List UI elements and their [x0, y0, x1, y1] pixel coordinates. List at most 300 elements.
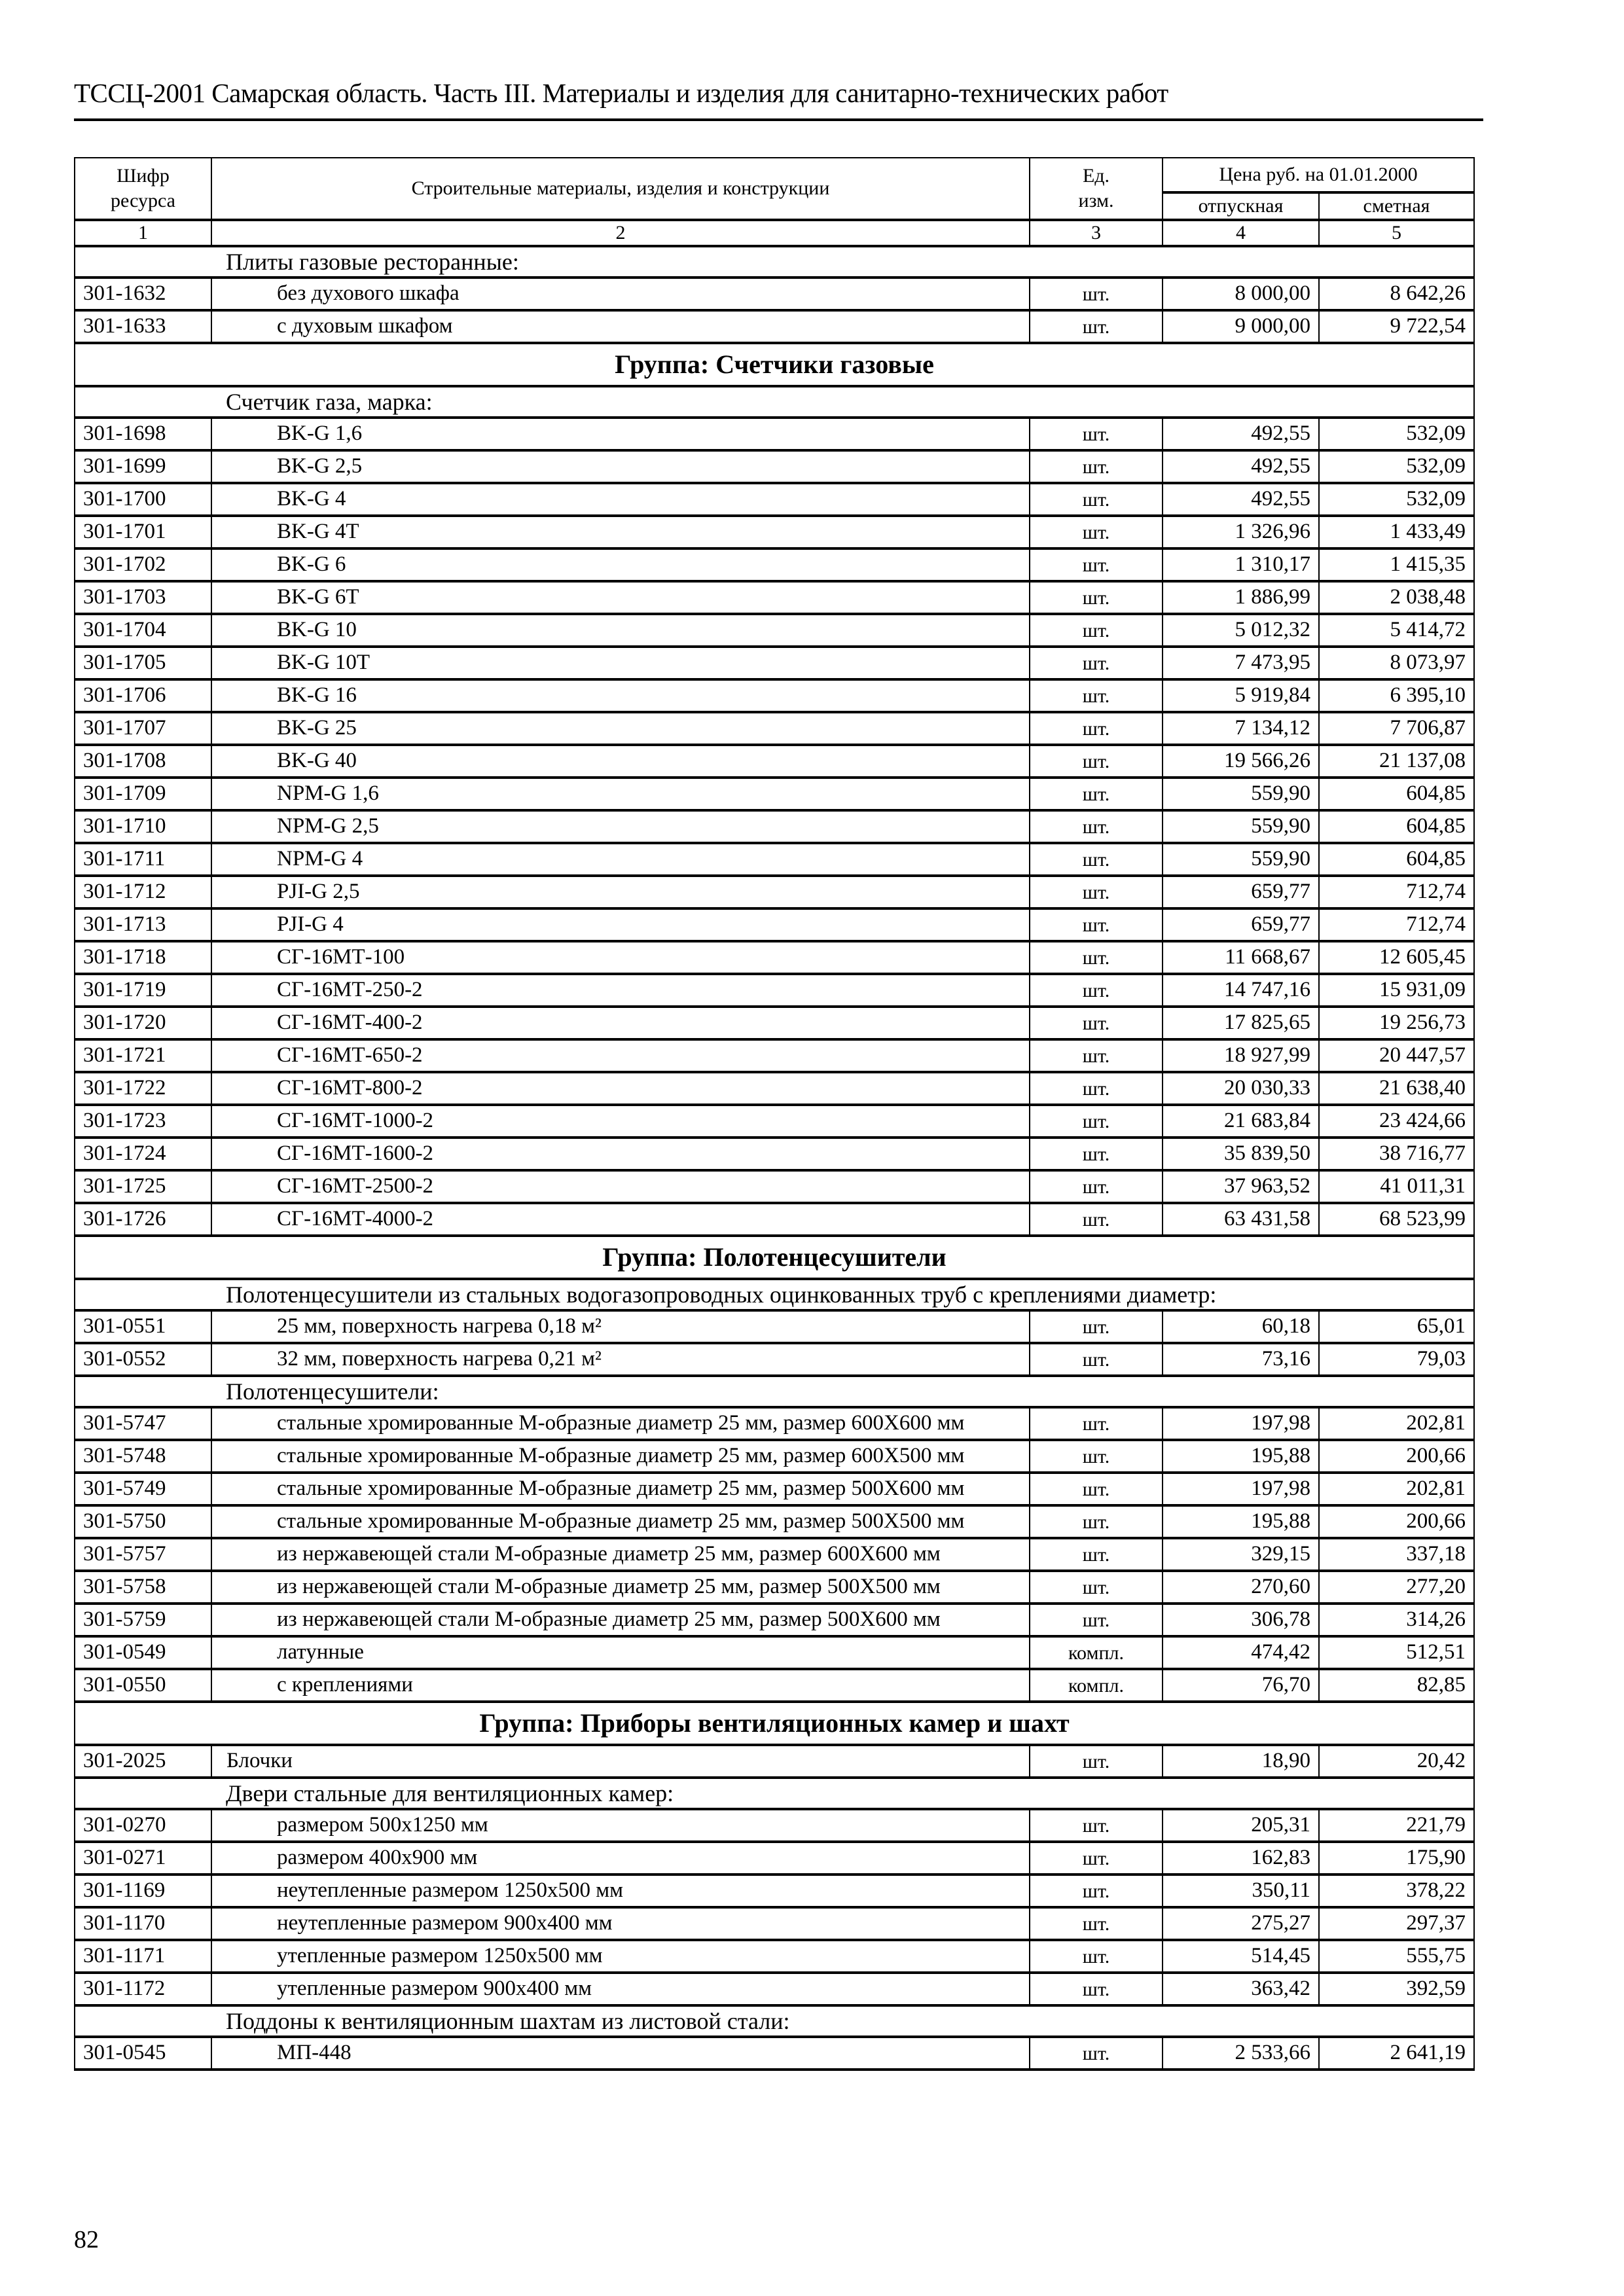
resource-code: 301-0551: [75, 1310, 211, 1343]
release-price: 1 310,17: [1163, 548, 1319, 581]
release-price: 559,90: [1163, 778, 1319, 810]
resource-code: 301-5748: [75, 1440, 211, 1473]
column-header-price-release: отпускная: [1163, 192, 1319, 220]
table-row: [75, 2037, 1474, 2070]
unit-of-measure: шт.: [1030, 1105, 1163, 1138]
unit-of-measure: шт.: [1030, 278, 1163, 310]
table-row: [75, 941, 1474, 974]
estimate-price: 555,75: [1319, 1940, 1474, 1973]
estimate-price: 297,37: [1319, 1907, 1474, 1940]
material-name: BK-G 1,6: [211, 418, 1030, 450]
table-row: [75, 1907, 1474, 1940]
release-price: 18,90: [1163, 1745, 1319, 1778]
table-row: [75, 1571, 1474, 1604]
release-price: 5 919,84: [1163, 679, 1319, 712]
table-row: [75, 450, 1474, 483]
unit-of-measure: шт.: [1030, 450, 1163, 483]
table-row: [75, 1809, 1474, 1842]
column-number-4: 4: [1163, 220, 1319, 246]
material-name: МП-448: [211, 2037, 1030, 2070]
resource-code: 301-1726: [75, 1203, 211, 1236]
unit-of-measure: шт.: [1030, 1745, 1163, 1778]
estimate-price: 604,85: [1319, 810, 1474, 843]
material-name: из нержавеющей стали М-образные диаметр 25 мм, размер 600Х600 мм: [211, 1538, 1030, 1571]
table-row: [75, 1203, 1474, 1236]
resource-code: 301-0552: [75, 1343, 211, 1376]
release-price: 492,55: [1163, 483, 1319, 516]
unit-of-measure: шт.: [1030, 581, 1163, 614]
table-row: [75, 1105, 1474, 1138]
table-row: [75, 1310, 1474, 1343]
material-name: из нержавеющей стали М-образные диаметр 25 мм, размер 500Х500 мм: [211, 1571, 1030, 1604]
unit-of-measure: шт.: [1030, 1940, 1163, 1973]
table-row: [75, 1940, 1474, 1973]
unit-of-measure: шт.: [1030, 1170, 1163, 1203]
unit-of-measure: компл.: [1030, 1669, 1163, 1702]
resource-code: 301-5747: [75, 1407, 211, 1440]
estimate-price: 604,85: [1319, 843, 1474, 876]
release-price: 559,90: [1163, 843, 1319, 876]
estimate-price: 604,85: [1319, 778, 1474, 810]
estimate-price: 20,42: [1319, 1745, 1474, 1778]
subheader-label: Полотенцесушители из стальных водогазопроводных оцинкованных труб с креплениями диаметр:: [75, 1279, 1474, 1310]
material-name: СГ-16МТ-100: [211, 941, 1030, 974]
resource-code: 301-1169: [75, 1874, 211, 1907]
release-price: 329,15: [1163, 1538, 1319, 1571]
material-name: СГ-16МТ-1600-2: [211, 1138, 1030, 1170]
estimate-price: 314,26: [1319, 1604, 1474, 1636]
estimate-price: 277,20: [1319, 1571, 1474, 1604]
unit-of-measure: шт.: [1030, 941, 1163, 974]
resource-code: 301-1702: [75, 548, 211, 581]
resource-code: 301-1171: [75, 1940, 211, 1973]
table-row: [75, 418, 1474, 450]
unit-of-measure: шт.: [1030, 647, 1163, 679]
resource-code: 301-1725: [75, 1170, 211, 1203]
unit-of-measure: шт.: [1030, 810, 1163, 843]
table-row: [75, 1636, 1474, 1669]
release-price: 363,42: [1163, 1973, 1319, 2005]
release-price: 162,83: [1163, 1842, 1319, 1874]
table-row: [75, 745, 1474, 778]
estimate-price: 392,59: [1319, 1973, 1474, 2005]
release-price: 11 668,67: [1163, 941, 1319, 974]
header-rule: [74, 118, 1483, 121]
resource-code: 301-1172: [75, 1973, 211, 2005]
material-name: 25 мм, поверхность нагрева 0,18 м²: [211, 1310, 1030, 1343]
resource-code: 301-1633: [75, 310, 211, 343]
material-name: без духового шкафа: [211, 278, 1030, 310]
estimate-price: 1 415,35: [1319, 548, 1474, 581]
table-row: [75, 1669, 1474, 1702]
unit-of-measure: шт.: [1030, 1007, 1163, 1039]
column-header-price-estimate: сметная: [1319, 192, 1474, 220]
resource-code: 301-0270: [75, 1809, 211, 1842]
release-price: 270,60: [1163, 1571, 1319, 1604]
resource-code: 301-1709: [75, 778, 211, 810]
resource-code: 301-5749: [75, 1473, 211, 1505]
table-row: [75, 614, 1474, 647]
resource-code: 301-1703: [75, 581, 211, 614]
table-row: [75, 908, 1474, 941]
material-name: BK-G 10: [211, 614, 1030, 647]
estimate-price: 8 073,97: [1319, 647, 1474, 679]
table-body: [75, 246, 1474, 2070]
subheader-label: Поддоны к вентиляционным шахтам из листовой стали:: [75, 2005, 1474, 2037]
unit-of-measure: шт.: [1030, 1809, 1163, 1842]
release-price: 350,11: [1163, 1874, 1319, 1907]
estimate-price: 9 722,54: [1319, 310, 1474, 343]
material-name: NPM-G 1,6: [211, 778, 1030, 810]
column-header-unit-line1: Ед.: [1082, 165, 1110, 187]
subheader-row: [75, 246, 1474, 278]
unit-of-measure: шт.: [1030, 1571, 1163, 1604]
resource-code: 301-0271: [75, 1842, 211, 1874]
column-header-price-group: Цена руб. на 01.01.2000: [1163, 158, 1474, 192]
column-header-name: Строительные материалы, изделия и конструкции: [211, 158, 1030, 220]
unit-of-measure: шт.: [1030, 1473, 1163, 1505]
unit-of-measure: компл.: [1030, 1636, 1163, 1669]
release-price: 9 000,00: [1163, 310, 1319, 343]
release-price: 659,77: [1163, 876, 1319, 908]
material-name: Блочки: [211, 1745, 1030, 1778]
release-price: 2 533,66: [1163, 2037, 1319, 2070]
release-price: 275,27: [1163, 1907, 1319, 1940]
release-price: 17 825,65: [1163, 1007, 1319, 1039]
release-price: 559,90: [1163, 810, 1319, 843]
column-header-code-line1: Шифр: [117, 165, 170, 187]
table-row: [75, 876, 1474, 908]
material-name: PJI-G 2,5: [211, 876, 1030, 908]
estimate-price: 200,66: [1319, 1440, 1474, 1473]
group-header-row: [75, 1702, 1474, 1745]
material-name: СГ-16МТ-400-2: [211, 1007, 1030, 1039]
resource-code: 301-1713: [75, 908, 211, 941]
table-row: [75, 1039, 1474, 1072]
unit-of-measure: шт.: [1030, 1203, 1163, 1236]
column-header-unit-line2: изм.: [1078, 190, 1114, 211]
unit-of-measure: шт.: [1030, 1842, 1163, 1874]
unit-of-measure: шт.: [1030, 1604, 1163, 1636]
release-price: 659,77: [1163, 908, 1319, 941]
table-row: [75, 483, 1474, 516]
estimate-price: 202,81: [1319, 1407, 1474, 1440]
estimate-price: 12 605,45: [1319, 941, 1474, 974]
table-row: [75, 1407, 1474, 1440]
material-name: СГ-16МТ-800-2: [211, 1072, 1030, 1105]
estimate-price: 21 137,08: [1319, 745, 1474, 778]
subheader-label: Счетчик газа, марка:: [75, 386, 1474, 418]
page-number: 82: [74, 2226, 99, 2253]
group-header-row: [75, 343, 1474, 386]
resource-code: 301-1718: [75, 941, 211, 974]
material-name: неутепленные размером 900x400 мм: [211, 1907, 1030, 1940]
group-header-label: Группа: Полотенцесушители: [75, 1236, 1474, 1279]
table-row: [75, 1973, 1474, 2005]
material-name: 32 мм, поверхность нагрева 0,21 м²: [211, 1343, 1030, 1376]
material-name: BK-G 4T: [211, 516, 1030, 548]
resource-code: 301-1632: [75, 278, 211, 310]
column-header-code: [75, 158, 211, 220]
estimate-price: 200,66: [1319, 1505, 1474, 1538]
material-name: размером 400x900 мм: [211, 1842, 1030, 1874]
estimate-price: 175,90: [1319, 1842, 1474, 1874]
estimate-price: 5 414,72: [1319, 614, 1474, 647]
material-name: NPM-G 2,5: [211, 810, 1030, 843]
material-name: латунные: [211, 1636, 1030, 1669]
resource-code: 301-1700: [75, 483, 211, 516]
material-name: неутепленные размером 1250x500 мм: [211, 1874, 1030, 1907]
release-price: 1 886,99: [1163, 581, 1319, 614]
unit-of-measure: шт.: [1030, 418, 1163, 450]
table-row: [75, 278, 1474, 310]
group-header-row: [75, 1236, 1474, 1279]
unit-of-measure: шт.: [1030, 1072, 1163, 1105]
column-number-5: 5: [1319, 220, 1474, 246]
unit-of-measure: шт.: [1030, 778, 1163, 810]
material-name: BK-G 2,5: [211, 450, 1030, 483]
table-row: [75, 1007, 1474, 1039]
release-price: 197,98: [1163, 1473, 1319, 1505]
table-row: [75, 1505, 1474, 1538]
page-header-title: ТССЦ-2001 Самарская область. Часть III. Материалы и изделия для санитарно-технических работ: [74, 78, 1168, 108]
unit-of-measure: шт.: [1030, 1973, 1163, 2005]
table-row: [75, 1842, 1474, 1874]
resource-code: 301-5759: [75, 1604, 211, 1636]
table-row: [75, 712, 1474, 745]
estimate-price: 23 424,66: [1319, 1105, 1474, 1138]
column-header-unit: [1030, 158, 1163, 220]
estimate-price: 532,09: [1319, 418, 1474, 450]
material-name: утепленные размером 900x400 мм: [211, 1973, 1030, 2005]
table-row: [75, 1538, 1474, 1571]
material-name: с духовым шкафом: [211, 310, 1030, 343]
material-name: BK-G 25: [211, 712, 1030, 745]
estimate-price: 8 642,26: [1319, 278, 1474, 310]
material-name: BK-G 6: [211, 548, 1030, 581]
material-name: BK-G 16: [211, 679, 1030, 712]
unit-of-measure: шт.: [1030, 1407, 1163, 1440]
subheader-row: [75, 1376, 1474, 1407]
table-row: [75, 1745, 1474, 1778]
release-price: 5 012,32: [1163, 614, 1319, 647]
release-price: 76,70: [1163, 1669, 1319, 1702]
release-price: 492,55: [1163, 450, 1319, 483]
unit-of-measure: шт.: [1030, 1907, 1163, 1940]
resource-code: 301-0545: [75, 2037, 211, 2070]
unit-of-measure: шт.: [1030, 908, 1163, 941]
resource-code: 301-1710: [75, 810, 211, 843]
group-header-label: Группа: Счетчики газовые: [75, 343, 1474, 386]
unit-of-measure: шт.: [1030, 843, 1163, 876]
resource-code: 301-1708: [75, 745, 211, 778]
release-price: 1 326,96: [1163, 516, 1319, 548]
resource-code: 301-1712: [75, 876, 211, 908]
table-row: [75, 516, 1474, 548]
material-name: BK-G 6T: [211, 581, 1030, 614]
release-price: 7 473,95: [1163, 647, 1319, 679]
unit-of-measure: шт.: [1030, 679, 1163, 712]
table-row: [75, 647, 1474, 679]
subheader-row: [75, 1778, 1474, 1809]
estimate-price: 712,74: [1319, 908, 1474, 941]
release-price: 20 030,33: [1163, 1072, 1319, 1105]
estimate-price: 20 447,57: [1319, 1039, 1474, 1072]
release-price: 492,55: [1163, 418, 1319, 450]
unit-of-measure: шт.: [1030, 1440, 1163, 1473]
estimate-price: 202,81: [1319, 1473, 1474, 1505]
material-name: из нержавеющей стали М-образные диаметр 25 мм, размер 500Х600 мм: [211, 1604, 1030, 1636]
release-price: 514,45: [1163, 1940, 1319, 1973]
resource-code: 301-1704: [75, 614, 211, 647]
resource-code: 301-1701: [75, 516, 211, 548]
unit-of-measure: шт.: [1030, 548, 1163, 581]
material-name: СГ-16МТ-1000-2: [211, 1105, 1030, 1138]
table-row: [75, 581, 1474, 614]
estimate-price: 38 716,77: [1319, 1138, 1474, 1170]
release-price: 14 747,16: [1163, 974, 1319, 1007]
estimate-price: 2 641,19: [1319, 2037, 1474, 2070]
resource-code: 301-0549: [75, 1636, 211, 1669]
resource-code: 301-1711: [75, 843, 211, 876]
resource-code: 301-1723: [75, 1105, 211, 1138]
subheader-label: Плиты газовые ресторанные:: [75, 246, 1474, 278]
subheader-row: [75, 386, 1474, 418]
material-name: стальные хромированные М-образные диаметр 25 мм, размер 500Х600 мм: [211, 1473, 1030, 1505]
estimate-price: 21 638,40: [1319, 1072, 1474, 1105]
table-row: [75, 1072, 1474, 1105]
material-name: СГ-16МТ-650-2: [211, 1039, 1030, 1072]
table-row: [75, 1473, 1474, 1505]
material-name: размером 500x1250 мм: [211, 1809, 1030, 1842]
estimate-price: 19 256,73: [1319, 1007, 1474, 1039]
unit-of-measure: шт.: [1030, 745, 1163, 778]
subheader-row: [75, 2005, 1474, 2037]
material-name: СГ-16МТ-250-2: [211, 974, 1030, 1007]
unit-of-measure: шт.: [1030, 1343, 1163, 1376]
column-number-2: 2: [211, 220, 1030, 246]
unit-of-measure: шт.: [1030, 974, 1163, 1007]
unit-of-measure: шт.: [1030, 516, 1163, 548]
estimate-price: 512,51: [1319, 1636, 1474, 1669]
material-name: стальные хромированные М-образные диаметр 25 мм, размер 600Х500 мм: [211, 1440, 1030, 1473]
unit-of-measure: шт.: [1030, 1505, 1163, 1538]
material-name: BK-G 4: [211, 483, 1030, 516]
table-row: [75, 974, 1474, 1007]
table-row: [75, 1604, 1474, 1636]
release-price: 474,42: [1163, 1636, 1319, 1669]
unit-of-measure: шт.: [1030, 1310, 1163, 1343]
unit-of-measure: шт.: [1030, 1538, 1163, 1571]
table-row: [75, 1343, 1474, 1376]
material-name: NPM-G 4: [211, 843, 1030, 876]
estimate-price: 532,09: [1319, 483, 1474, 516]
unit-of-measure: шт.: [1030, 1874, 1163, 1907]
release-price: 205,31: [1163, 1809, 1319, 1842]
resource-code: 301-1699: [75, 450, 211, 483]
release-price: 195,88: [1163, 1505, 1319, 1538]
estimate-price: 7 706,87: [1319, 712, 1474, 745]
material-name: PJI-G 4: [211, 908, 1030, 941]
estimate-price: 378,22: [1319, 1874, 1474, 1907]
table-row: [75, 843, 1474, 876]
material-name: BK-G 40: [211, 745, 1030, 778]
release-price: 8 000,00: [1163, 278, 1319, 310]
estimate-price: 337,18: [1319, 1538, 1474, 1571]
subheader-label: Полотенцесушители:: [75, 1376, 1474, 1407]
resource-code: 301-1724: [75, 1138, 211, 1170]
estimate-price: 2 038,48: [1319, 581, 1474, 614]
subheader-label: Двери стальные для вентиляционных камер:: [75, 1778, 1474, 1809]
estimate-price: 221,79: [1319, 1809, 1474, 1842]
estimate-price: 41 011,31: [1319, 1170, 1474, 1203]
estimate-price: 712,74: [1319, 876, 1474, 908]
release-price: 197,98: [1163, 1407, 1319, 1440]
release-price: 35 839,50: [1163, 1138, 1319, 1170]
material-name: с креплениями: [211, 1669, 1030, 1702]
resource-code: 301-1720: [75, 1007, 211, 1039]
unit-of-measure: шт.: [1030, 712, 1163, 745]
table-row: [75, 810, 1474, 843]
unit-of-measure: шт.: [1030, 1039, 1163, 1072]
unit-of-measure: шт.: [1030, 1138, 1163, 1170]
resource-code: 301-0550: [75, 1669, 211, 1702]
material-name: BK-G 10T: [211, 647, 1030, 679]
unit-of-measure: шт.: [1030, 614, 1163, 647]
release-price: 19 566,26: [1163, 745, 1319, 778]
material-name: утепленные размером 1250x500 мм: [211, 1940, 1030, 1973]
release-price: 37 963,52: [1163, 1170, 1319, 1203]
resource-code: 301-1170: [75, 1907, 211, 1940]
release-price: 21 683,84: [1163, 1105, 1319, 1138]
material-name: СГ-16МТ-4000-2: [211, 1203, 1030, 1236]
table-row: [75, 1440, 1474, 1473]
estimate-price: 15 931,09: [1319, 974, 1474, 1007]
estimate-price: 82,85: [1319, 1669, 1474, 1702]
release-price: 18 927,99: [1163, 1039, 1319, 1072]
subheader-row: [75, 1279, 1474, 1310]
resource-code: 301-5750: [75, 1505, 211, 1538]
resource-code: 301-5757: [75, 1538, 211, 1571]
unit-of-measure: шт.: [1030, 876, 1163, 908]
release-price: 195,88: [1163, 1440, 1319, 1473]
estimate-price: 79,03: [1319, 1343, 1474, 1376]
table-row: [75, 778, 1474, 810]
resource-code: 301-1698: [75, 418, 211, 450]
column-header-code-line2: ресурса: [111, 190, 175, 211]
estimate-price: 65,01: [1319, 1310, 1474, 1343]
release-price: 73,16: [1163, 1343, 1319, 1376]
table-row: [75, 1874, 1474, 1907]
estimate-price: 6 395,10: [1319, 679, 1474, 712]
release-price: 306,78: [1163, 1604, 1319, 1636]
estimate-price: 1 433,49: [1319, 516, 1474, 548]
release-price: 63 431,58: [1163, 1203, 1319, 1236]
group-header-label: Группа: Приборы вентиляционных камер и шахт: [75, 1702, 1474, 1745]
table-row: [75, 1170, 1474, 1203]
resource-code: 301-1722: [75, 1072, 211, 1105]
resource-code: 301-1706: [75, 679, 211, 712]
table-row: [75, 1138, 1474, 1170]
table-row: [75, 310, 1474, 343]
resource-code: 301-1719: [75, 974, 211, 1007]
column-number-1: 1: [75, 220, 211, 246]
resource-code: 301-1721: [75, 1039, 211, 1072]
release-price: 60,18: [1163, 1310, 1319, 1343]
estimate-price: 532,09: [1319, 450, 1474, 483]
table-row: [75, 548, 1474, 581]
table-row: [75, 679, 1474, 712]
